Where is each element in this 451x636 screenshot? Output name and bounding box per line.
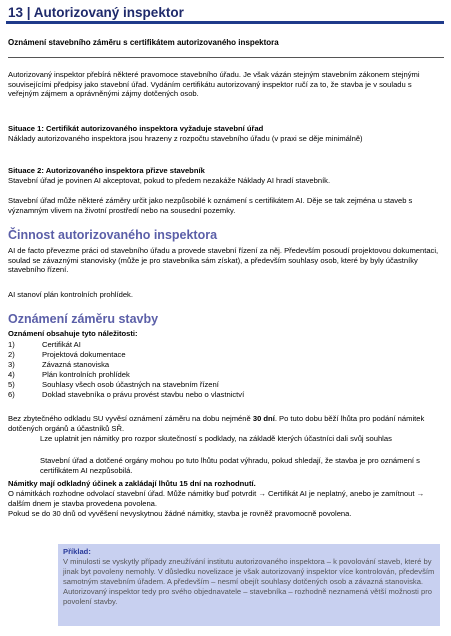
indent-paragraph-2: Stavební úřad a dotčené orgány mohou po tuto lhůtu podat výhradu, pokud shledají, že stavba je pro oznámení s certifikátem AI nezpůsobilá. [40, 456, 420, 475]
situace1-heading: Situace 1: Certifikát autorizovaného inspektora vyžaduje stavební úřad [8, 124, 264, 133]
chapter-title-bar [6, 4, 444, 24]
namitky-paragraph: O námitkách rozhodne odvolací stavební úřad. Může námitky buď potvrdit → Certifikát AI je neplatný, anebo je zamítnout → dalším dnem je stavba provedena povolena. [8, 489, 425, 508]
section-subtitle: Oznámení stavebního záměru s certifikátem autorizovaného inspektora [8, 38, 279, 47]
example-text: V minulosti se vyskytly případy zneužívání institutu autorizovaného inspektora – k povolování staveb, které by jinak byt povoleny nemohly. V důsledku novelizace je však autorizovaný inspektor více kontrolován, především samotným stavebním úřadem. A především – nesmí obejít souhlasy dotčených osob a závazná stanoviska. Autorizovaný inspektor tedy pro svého objednavatele – stavebníka – rozhodně neznamená větší možnosti pro povolení stavby. [63, 556, 435, 606]
situace2-text2: Stavební úřad může některé záměry určit jako nezpůsobilé k oznámení s certifikátem AI. Děje se tak zejména u staveb s významným vlivem na životní prostředí nebo na sousední pozemky. [8, 196, 413, 215]
cinnost-text: AI de facto převezme práci od stavebního úřadu a provede stavební řízení za něj. Především posoudí projektovou dokumentaci, soulad se závaznými stanovisky (může je pro stavebníka sám získat), a především souhlasy osob, které by byly účastníky stavebního řízení. [8, 246, 439, 275]
situace2-text: Stavební úřad je povinen AI akceptovat, pokud to předem nezakáže Náklady AI hradí stavebník. [8, 176, 331, 185]
list-item: 4) Plán kontrolních prohlídek [8, 369, 130, 379]
cinnost-heading: Činnost autorizovaného inspektora [8, 228, 218, 242]
situace2-heading: Situace 2: Autorizovaného inspektora přizve stavebník [8, 166, 205, 175]
list-item: 6) Doklad stavebníka o právu provést stavbu nebo o vlastnictví [8, 389, 245, 399]
vyveseni-paragraph: Bez zbytečného odkladu SU vyvěsí oznámení záměru na dobu nejméně 30 dní. Po tuto dobu běží lhůta pro podání námitek dotčených orgánů a účastníků SŘ. [8, 414, 425, 433]
example-box [58, 544, 440, 626]
divider-line [8, 57, 444, 58]
povoleni-paragraph: Pokud se do 30 dnů od vyvěšení nevyskytnou žádné námitky, stavba je rovněž pravomocně povolena. [8, 509, 352, 518]
list-item: 3) Závazná stanoviska [8, 359, 110, 369]
list-item: 2) Projektová dokumentace [8, 349, 126, 359]
list-item: 1) Certifikát AI [8, 340, 81, 349]
indent-paragraph-1: Lze uplatnit jen námitky pro rozpor skutečností s podklady, na základě kterých účastníci dali svůj souhlas [40, 434, 392, 443]
requirements-list [8, 340, 244, 399]
chapter-title: 13 | Autorizovaný inspektor [8, 5, 184, 20]
oznameni-heading: Oznámení záměru stavby [8, 312, 159, 326]
oznameni-list-heading: Oznámení obsahuje tyto náležitosti: [8, 329, 138, 338]
example-title: Příklad: [63, 547, 91, 556]
list-item: 5) Souhlasy všech osob účastných na stavebním řízení [8, 379, 219, 389]
namitky-bold-line: Námitky mají odkladný účinek a zakládají lhůtu 15 dní na rozhodnutí. [8, 479, 256, 488]
cinnost-text2: AI stanoví plán kontrolních prohlídek. [8, 290, 133, 299]
intro-paragraph: Autorizovaný inspektor přebírá některé pravomoce stavebního úřadu. Je však vázán stejným stavebním zákonem stejnými souvisejícími předpisy jako stavební úřad. Vydáním certifikátu autorizovaný inspektor ručí za to, že stavba je v souladu s veřejným zájmem a oprávněnými zájmy dotčených osob. [8, 70, 420, 99]
situace1-text: Náklady autorizovaného inspektora jsou hrazeny z rozpočtu stavebního úřadu (v praxi se děje minimálně) [8, 134, 363, 143]
